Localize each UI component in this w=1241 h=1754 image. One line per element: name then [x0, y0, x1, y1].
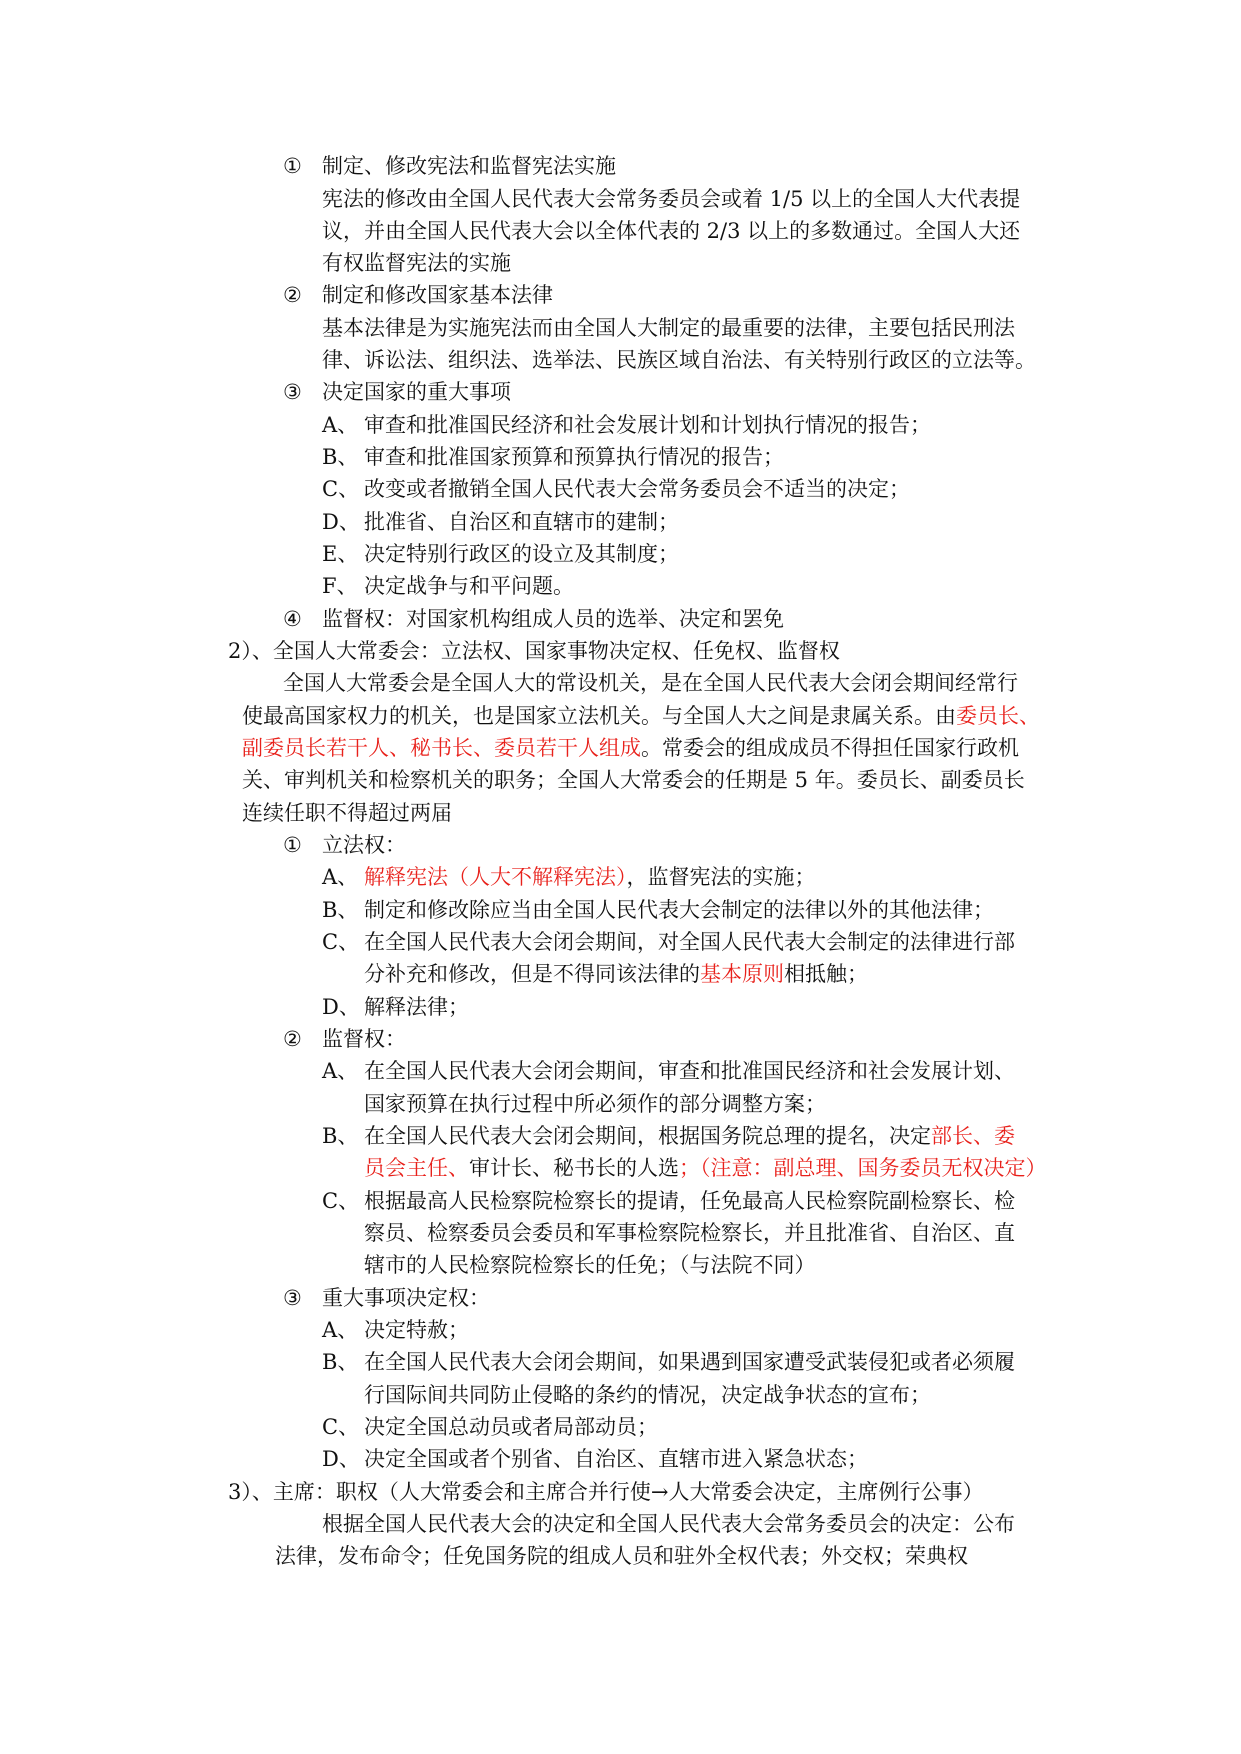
list-item: 制定和修改除应当由全国人民代表大会制定的法律以外的其他法律；	[364, 898, 994, 922]
list-item: 在全国人民代表大会闭会期间，对全国人民代表大会制定的法律进行部	[364, 930, 1015, 954]
list-item: 审查和批准国民经济和社会发展计划和计划执行情况的报告；	[364, 413, 931, 437]
list-marker: D、	[322, 510, 360, 534]
section-heading: 3）、主席：职权（人大常委会和主席合并行使→人大常委会决定，主席例行公事）	[228, 1480, 984, 1504]
list-marker: A、	[322, 413, 359, 437]
list-marker: B、	[322, 445, 359, 469]
text-run: 使最高国家权力的机关，也是国家立法机关。与全国人大之间是隶属关系。由	[242, 704, 956, 728]
list-item	[364, 862, 816, 892]
list-item: 决定全国或者个别省、自治区、直辖市进入紧急状态；	[364, 1447, 868, 1471]
item-heading: 立法权：	[322, 833, 406, 857]
paragraph-line: 律、诉讼法、组织法、选举法、民族区域自治法、有关特别行政区的立法等。	[322, 348, 1036, 372]
text-run: 相抵触；	[784, 962, 868, 986]
highlighted-text: 解释宪法（人大不解释宪法）	[364, 865, 627, 889]
list-marker: B、	[322, 1350, 359, 1374]
item-heading: 监督权：	[322, 1027, 406, 1051]
paragraph-line: 根据全国人民代表大会的决定和全国人民代表大会常务委员会的决定：公布	[322, 1512, 1015, 1536]
list-item: 在全国人民代表大会闭会期间，如果遇到国家遭受武装侵犯或者必须履	[364, 1350, 1015, 1374]
list-marker: D、	[322, 995, 360, 1019]
list-item: 决定特别行政区的设立及其制度；	[364, 542, 679, 566]
circled-number-4: ④	[283, 607, 302, 631]
paragraph-line: 基本法律是为实施宪法而由全国人大制定的最重要的法律，主要包括民刑法	[322, 316, 1015, 340]
list-marker: C、	[322, 930, 360, 954]
list-item-continuation: 辖市的人民检察院检察长的任免；（与法院不同）	[364, 1253, 816, 1277]
paragraph-line	[242, 733, 1019, 763]
list-item-continuation	[364, 1153, 1047, 1183]
highlighted-text: 员会主任、	[364, 1156, 469, 1180]
list-item: 批准省、自治区和直辖市的建制；	[364, 510, 679, 534]
highlighted-text: ；（注意：副总理、国务委员无权决定）	[679, 1156, 1047, 1180]
circled-number-2: ②	[283, 283, 302, 307]
text-run: ，监督宪法的实施；	[626, 865, 816, 889]
text-run: 审计长、秘书长的人选	[469, 1156, 679, 1180]
list-item-continuation	[364, 959, 868, 989]
item-heading: 制定和修改国家基本法律	[322, 283, 553, 307]
paragraph-line	[242, 701, 1040, 731]
text-run: 分补充和修改，但是不得同该法律的	[364, 962, 700, 986]
list-item	[364, 1121, 1015, 1151]
paragraph-line: 全国人大常委会是全国人大的常设机关，是在全国人民代表大会闭会期间经常行	[283, 671, 1018, 695]
list-marker: F、	[322, 574, 358, 598]
item-heading: 重大事项决定权：	[322, 1286, 490, 1310]
list-item: 决定战争与和平问题。	[364, 574, 574, 598]
list-item-continuation: 察员、检察委员会委员和军事检察院检察长，并且批准省、自治区、直	[364, 1221, 1015, 1245]
list-item: 根据最高人民检察院检察长的提请，任免最高人民检察院副检察长、检	[364, 1189, 1015, 1213]
list-marker: C、	[322, 477, 360, 501]
list-item-continuation: 国家预算在执行过程中所必须作的部分调整方案；	[364, 1092, 826, 1116]
list-marker: C、	[322, 1189, 360, 1213]
item-heading: 决定国家的重大事项	[322, 380, 511, 404]
paragraph-line: 连续任职不得超过两届	[242, 801, 452, 825]
paragraph-line: 议，并由全国人民代表大会以全体代表的 2/3 以上的多数通过。全国人大还	[322, 219, 1021, 243]
list-item: 审查和批准国家预算和预算执行情况的报告；	[364, 445, 784, 469]
list-item-continuation: 行国际间共同防止侵略的条约的情况，决定战争状态的宣布；	[364, 1383, 931, 1407]
list-marker: D、	[322, 1447, 360, 1471]
circled-number-1: ①	[283, 833, 302, 857]
text-run: 在全国人民代表大会闭会期间，根据国务院总理的提名，决定	[364, 1124, 931, 1148]
text-run: 。常委会的组成成员不得担任国家行政机	[641, 736, 1019, 760]
highlighted-text: 部长、委	[931, 1124, 1015, 1148]
item-heading: 监督权：对国家机构组成人员的选举、决定和罢免	[322, 607, 784, 631]
circled-number-2: ②	[283, 1027, 302, 1051]
list-item: 在全国人民代表大会闭会期间，审查和批准国民经济和社会发展计划、	[364, 1059, 1015, 1083]
highlighted-text: 副委员长若干人、秘书长、委员若干人组成	[242, 736, 641, 760]
list-item: 决定全国总动员或者局部动员；	[364, 1415, 658, 1439]
list-item: 改变或者撤销全国人民代表大会常务委员会不适当的决定；	[364, 477, 910, 501]
list-marker: C、	[322, 1415, 360, 1439]
circled-number-3: ③	[283, 380, 302, 404]
list-marker: A、	[322, 1318, 359, 1342]
list-item: 解释法律；	[364, 995, 469, 1019]
circled-number-1: ①	[283, 154, 302, 178]
paragraph-line: 法律，发布命令；任免国务院的组成人员和驻外全权代表；外交权；荣典权	[275, 1544, 968, 1568]
list-marker: A、	[322, 1059, 359, 1083]
highlighted-text: 委员长、	[956, 704, 1040, 728]
list-item: 决定特赦；	[364, 1318, 469, 1342]
paragraph-line: 关、审判机关和检察机关的职务；全国人大常委会的任期是 5 年。委员长、副委员长	[242, 768, 1025, 792]
item-heading: 制定、修改宪法和监督宪法实施	[322, 154, 616, 178]
section-heading: 2）、全国人大常委会：立法权、国家事物决定权、任免权、监督权	[228, 639, 840, 663]
list-marker: E、	[322, 542, 359, 566]
paragraph-line: 有权监督宪法的实施	[322, 251, 511, 275]
paragraph-line: 宪法的修改由全国人民代表大会常务委员会或着 1/5 以上的全国人大代表提	[322, 187, 1021, 211]
list-marker: A、	[322, 865, 359, 889]
circled-number-3: ③	[283, 1286, 302, 1310]
highlighted-text: 基本原则	[700, 962, 784, 986]
list-marker: B、	[322, 898, 359, 922]
list-marker: B、	[322, 1124, 359, 1148]
